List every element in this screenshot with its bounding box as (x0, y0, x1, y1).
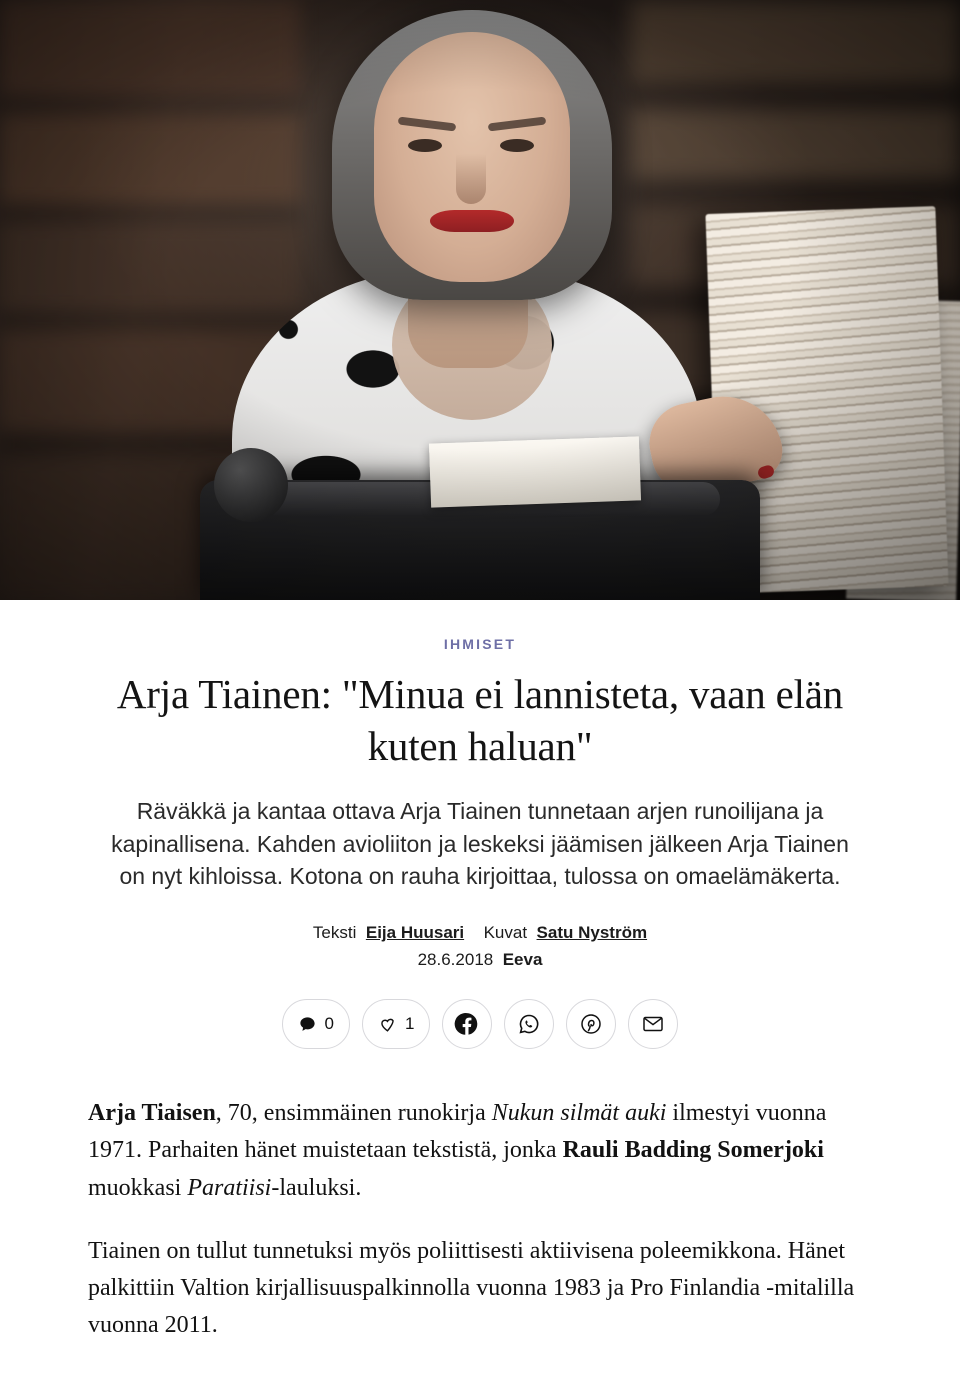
email-share-button[interactable] (628, 999, 678, 1049)
byline-author-link[interactable]: Eija Huusari (365, 922, 465, 942)
comment-button[interactable] (282, 999, 350, 1049)
byline-photographer-link[interactable]: Satu Nyström (536, 922, 648, 942)
paragraph-1 (88, 1095, 872, 1207)
social-action-bar (88, 999, 872, 1049)
lead-name: Arja Tiaisen (88, 1100, 216, 1127)
run-1-5: muokkasi (88, 1174, 188, 1201)
facebook-share-button[interactable] (442, 999, 492, 1049)
book-title: Nukun silmät auki (491, 1100, 667, 1127)
byline (88, 919, 872, 973)
like-button[interactable] (362, 999, 430, 1049)
byline-photos-label: Kuvat (483, 922, 528, 942)
byline-text-label: Teksti (312, 922, 357, 942)
article-text (88, 1095, 872, 1344)
brand-name: Eeva (502, 950, 543, 970)
facebook-icon (454, 1011, 480, 1037)
article-body (0, 636, 960, 1344)
hero-vignette (0, 0, 960, 600)
pinterest-icon (579, 1012, 603, 1036)
whatsapp-share-button[interactable] (504, 999, 554, 1049)
comment-count: 0 (324, 1014, 334, 1034)
run-1-1: , 70, ensimmäinen runokirja (215, 1100, 492, 1127)
category-kicker[interactable]: IHMISET (443, 636, 517, 652)
like-count: 1 (405, 1014, 415, 1034)
heart-icon (378, 1015, 397, 1034)
article-standfirst: Räväkkä ja kantaa ottava Arja Tiainen tunnetaan arjen runoilijana ja kapinallisena. Kahden avioliiton ja leskeksi jäämisen jälkeen Arja Tiainen on nyt kihloissa. Kotona on rauha kirjoittaa, tulossa on omaelämäkerta. (111, 797, 849, 890)
run-1-3: ilmestyi vuonna 1971. Parhaiten hänet muistetaan tekstistä, jonka (88, 1100, 827, 1164)
pinterest-share-button[interactable] (566, 999, 616, 1049)
mail-icon (641, 1012, 665, 1036)
whatsapp-icon (517, 1012, 541, 1036)
artist-name: Rauli Badding Somerjoki (562, 1137, 824, 1164)
comment-icon (298, 1015, 317, 1034)
page-title: Arja Tiainen: "Minua ei lannisteta, vaan elän kuten haluan" (116, 671, 844, 770)
run-1-7: -lauluksi. (271, 1174, 362, 1201)
publish-date: 28.6.2018 (417, 950, 494, 970)
paragraph-2: Tiainen on tullut tunnetuksi myös poliittisesti aktiivisena poleemikkona. Hänet palkittiin Valtion kirjallisuuspalkinnolla vuonna 1983 ja Pro Finlandia -mitalilla vuonna 2011. (88, 1237, 855, 1339)
hero-image (0, 0, 960, 600)
song-title: Paratiisi (187, 1174, 272, 1201)
